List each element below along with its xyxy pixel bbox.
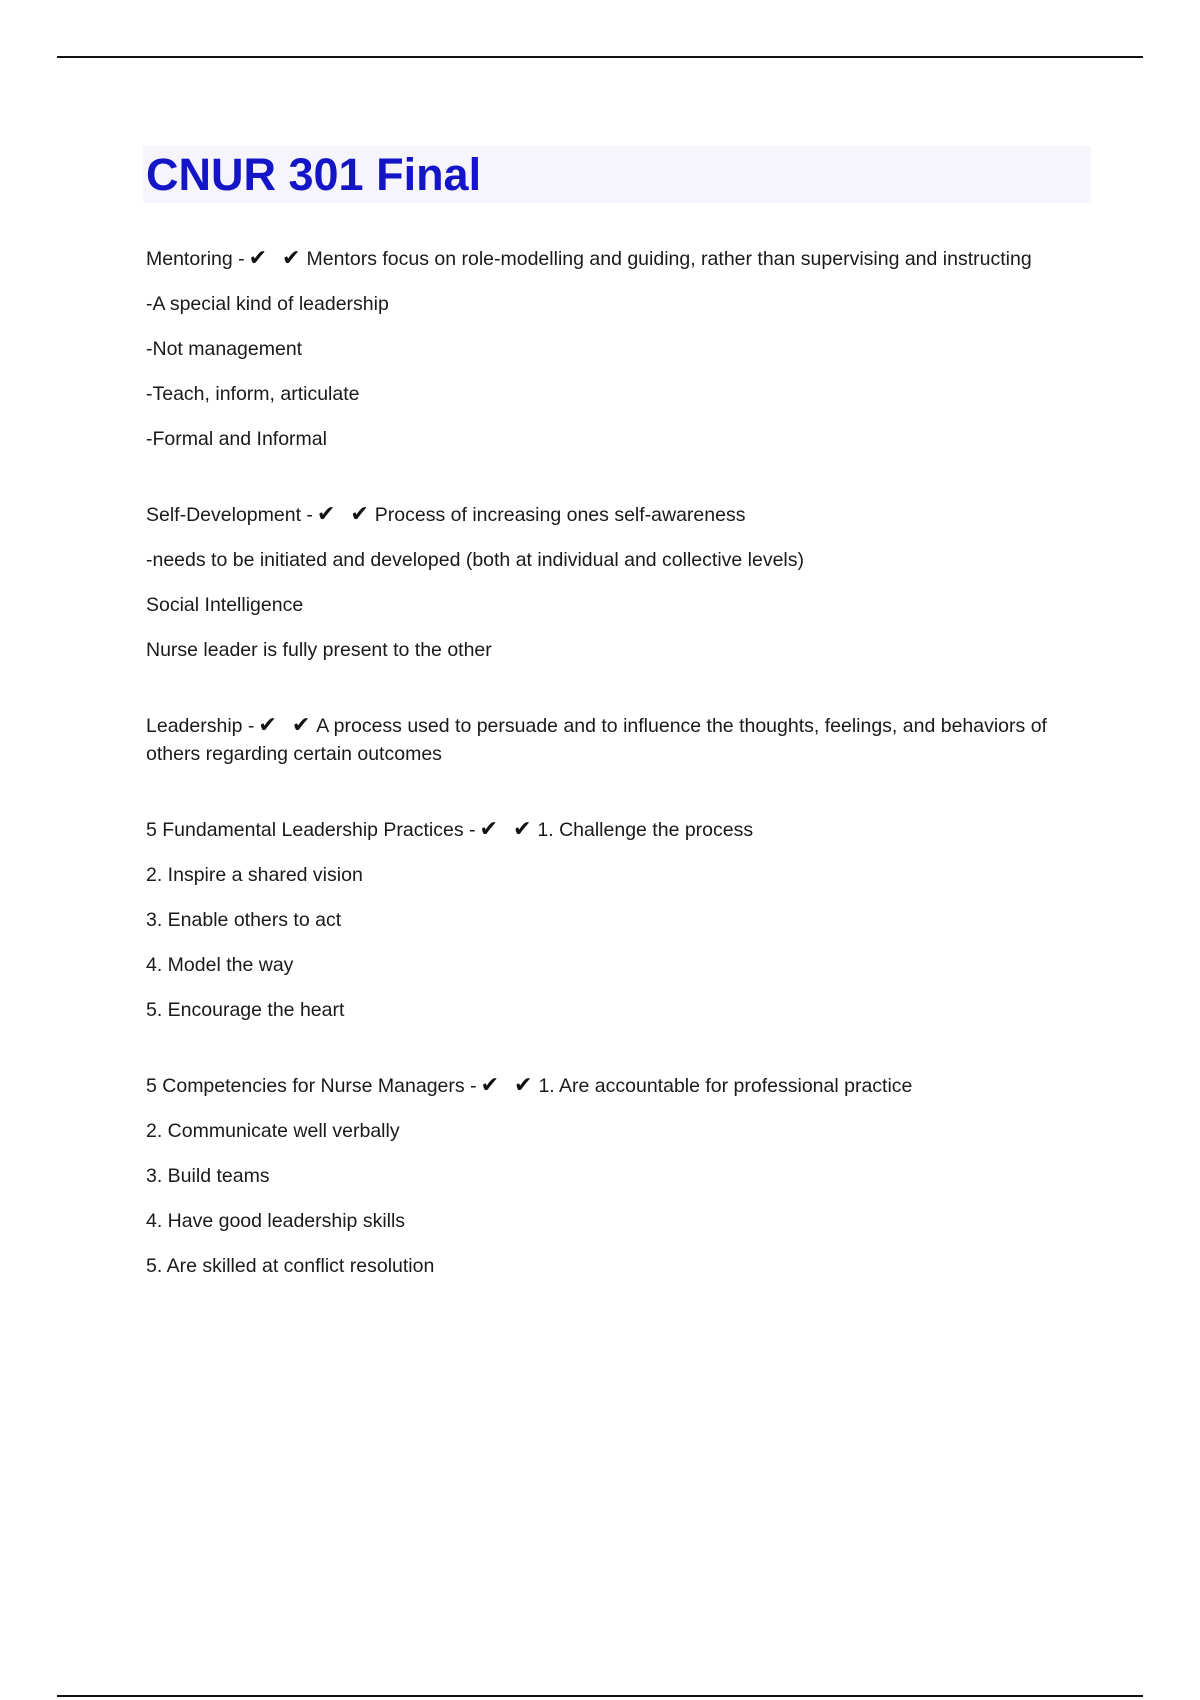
flashcard <box>146 816 1096 1024</box>
definition-line: 3. Build teams <box>146 1165 270 1187</box>
flashcard-term-line <box>146 816 1096 844</box>
flashcard-list <box>146 245 1096 1297</box>
definition: Process of increasing ones self-awareness <box>374 504 746 526</box>
check-icon: ✔ ✔ <box>248 246 305 271</box>
check-icon: ✔ ✔ <box>479 817 536 842</box>
definition-line: 4. Have good leadership skills <box>146 1210 406 1232</box>
definition-line: -Not management <box>146 338 303 360</box>
definition-line: -Formal and Informal <box>146 428 327 450</box>
flashcard-term-line <box>146 245 1096 273</box>
definition: 1. Are accountable for professional practice <box>538 1075 913 1097</box>
definition-line: 5. Are skilled at conflict resolution <box>146 1255 435 1277</box>
definition-line: Nurse leader is fully present to the other <box>146 639 492 661</box>
flashcard <box>146 501 1096 664</box>
flashcard <box>146 712 1096 768</box>
document-title: CNUR 301 Final <box>146 149 482 200</box>
flashcard-term-line <box>146 501 1096 529</box>
flashcard <box>146 245 1096 453</box>
term: 5 Fundamental Leadership Practices - <box>146 819 476 841</box>
header-rule <box>57 56 1143 58</box>
check-icon: ✔ ✔ <box>316 502 373 527</box>
definition: A process used to persuade and to influence the thoughts, feelings, and behaviors of others regarding certain outcomes <box>146 715 1047 765</box>
check-icon: ✔ ✔ <box>258 713 315 738</box>
definition-line: 4. Model the way <box>146 954 294 976</box>
term: Leadership - <box>146 715 255 737</box>
definition-line: Social Intelligence <box>146 594 304 616</box>
definition-line: -A special kind of leadership <box>146 293 389 315</box>
definition-line: -needs to be initiated and developed (both at individual and collective levels) <box>146 549 805 571</box>
term: Self-Development - <box>146 504 313 526</box>
footer-rule <box>57 1695 1143 1697</box>
term: 5 Competencies for Nurse Managers - <box>146 1075 477 1097</box>
flashcard-term-line <box>146 1072 1096 1100</box>
flashcard <box>146 1072 1096 1280</box>
definition-line: 2. Communicate well verbally <box>146 1120 400 1142</box>
flashcard-term-line <box>146 712 1096 768</box>
definition: Mentors focus on role-modelling and guiding, rather than supervising and instructing <box>306 248 1032 270</box>
definition-line: -Teach, inform, articulate <box>146 383 360 405</box>
check-icon: ✔ ✔ <box>480 1073 537 1098</box>
definition-line: 5. Encourage the heart <box>146 999 345 1021</box>
definition-line: 2. Inspire a shared vision <box>146 864 363 886</box>
term: Mentoring - <box>146 248 245 270</box>
definition-line: 3. Enable others to act <box>146 909 342 931</box>
definition: 1. Challenge the process <box>537 819 754 841</box>
